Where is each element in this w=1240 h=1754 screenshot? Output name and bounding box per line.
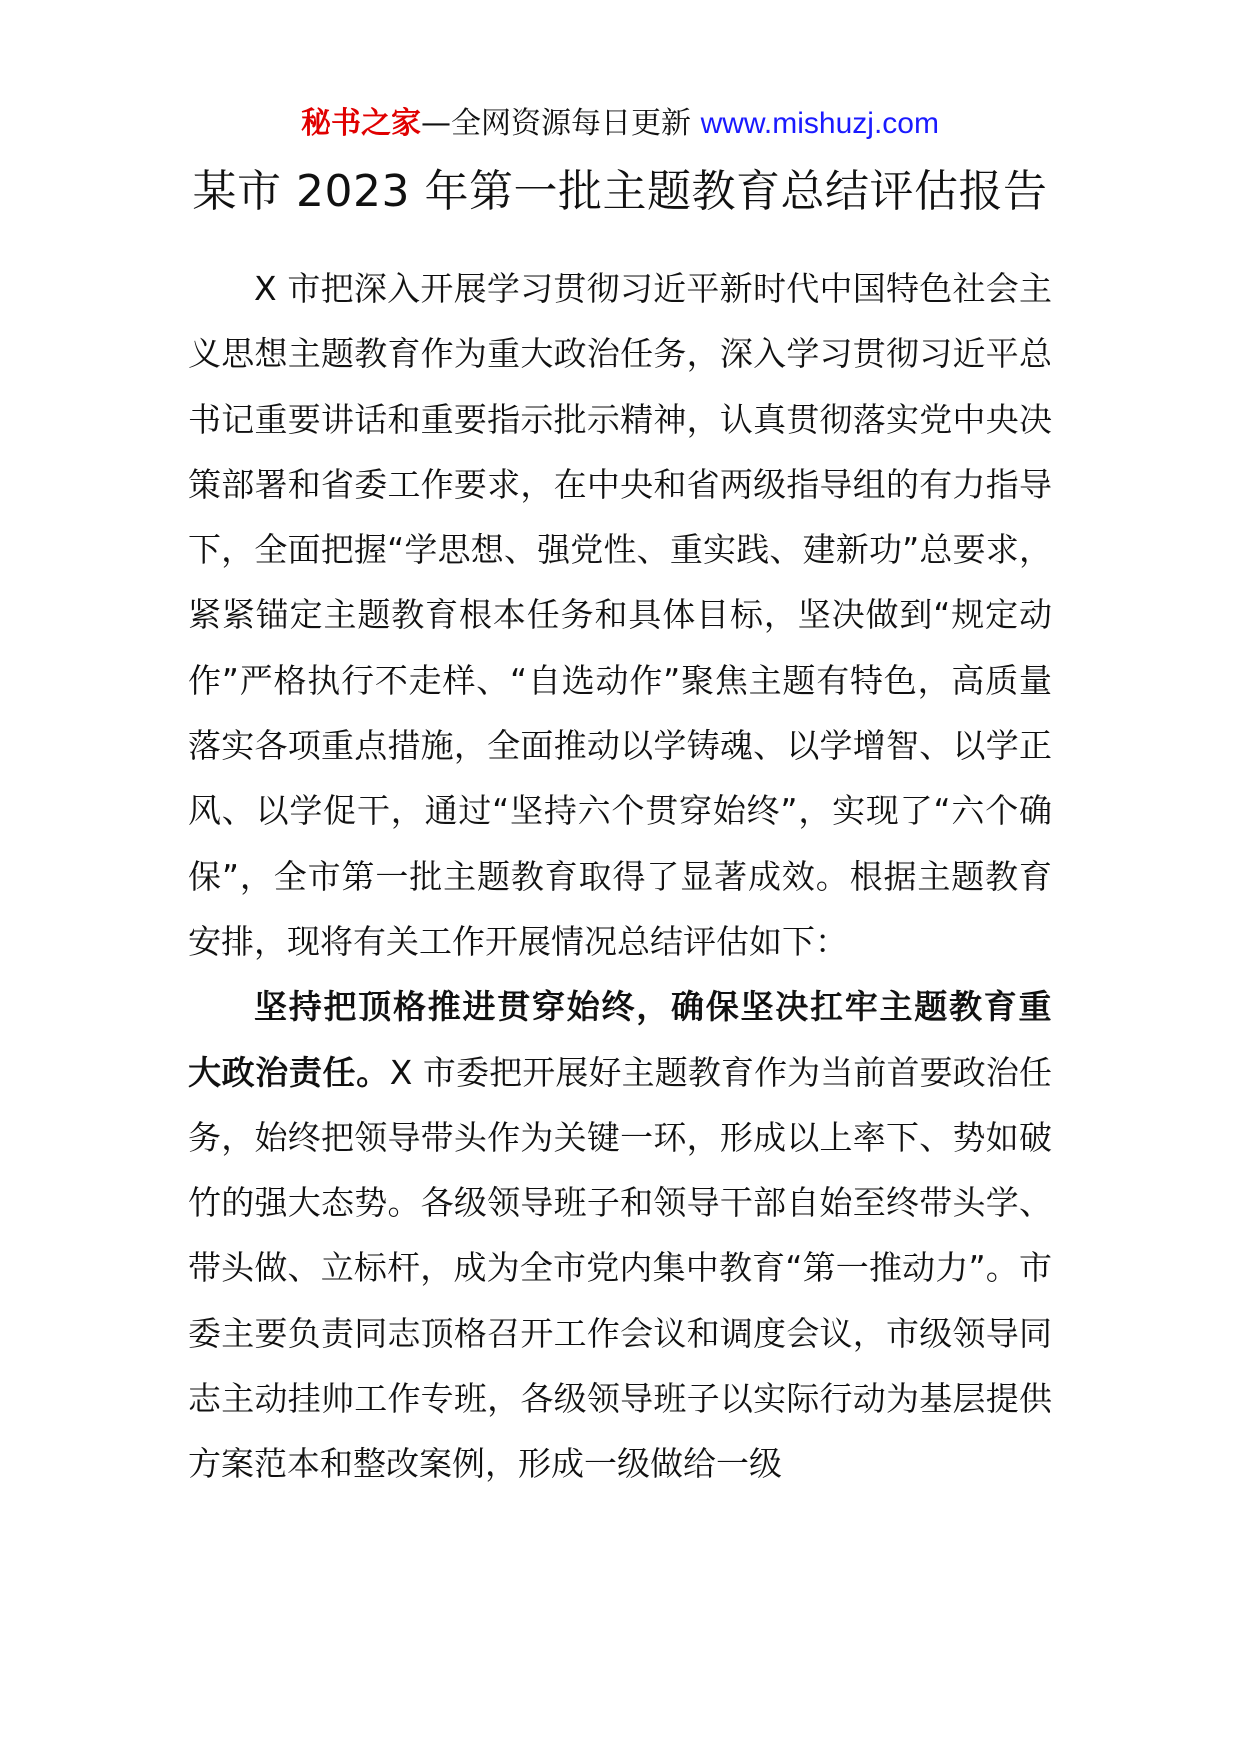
paragraph-lead: 坚持把顶格推进贯穿始终，确保坚决扛牢主题教育重大政治责任。	[188, 987, 1052, 1092]
paragraph-section-1	[188, 974, 1052, 1496]
document-body	[188, 256, 1052, 1497]
paragraph-text: X 市委把开展好主题教育作为当前首要政治任务，始终把领导带头作为关键一环，形成以上率下、势如破竹的强大态势。各级领导班子和领导干部自始至终带头学、带头做、立标杆，成为全市党内集中教育“第一推动力”。市委主要负责同志顶格召开工作会议和调度会议，市级领导同志主动挂帅工作专班，各级领导班子以实际行动为基层提供方案范本和整改案例，形成一级做给一级	[188, 1052, 1052, 1484]
document-title: 某市 2023 年第一批主题教育总结评估报告	[192, 166, 1048, 217]
paragraph-text: X 市把深入开展学习贯彻习近平新时代中国特色社会主义思想主题教育作为重大政治任务，深入学习贯彻习近平总书记重要讲话和重要指示批示精神，认真贯彻落实党中央决策部署和省委工作要求，在中央和省两级指导组的有力指导下，全面把握“学思想、强党性、重实践、建新功”总要求，紧紧锚定主题教育根本任务和具体目标，坚决做到“规定动作”严格执行不走样、“自选动作”聚焦主题有特色，高质量落实各项重点措施，全面推动以学铸魂、以学增智、以学正风、以学促干，通过“坚持六个贯穿始终”，实现了“六个确保”，全市第一批主题教育取得了显著成效。根据主题教育安排，现将有关工作开展情况总结评估如下：	[188, 269, 1052, 961]
watermark-brand: 秘书之家	[301, 106, 422, 141]
watermark-tagline: —全网资源每日更新	[421, 106, 701, 141]
watermark-header	[0, 104, 1240, 144]
watermark-url[interactable]: www.mishuzj.com	[700, 107, 939, 140]
paragraph-intro	[188, 256, 1052, 974]
